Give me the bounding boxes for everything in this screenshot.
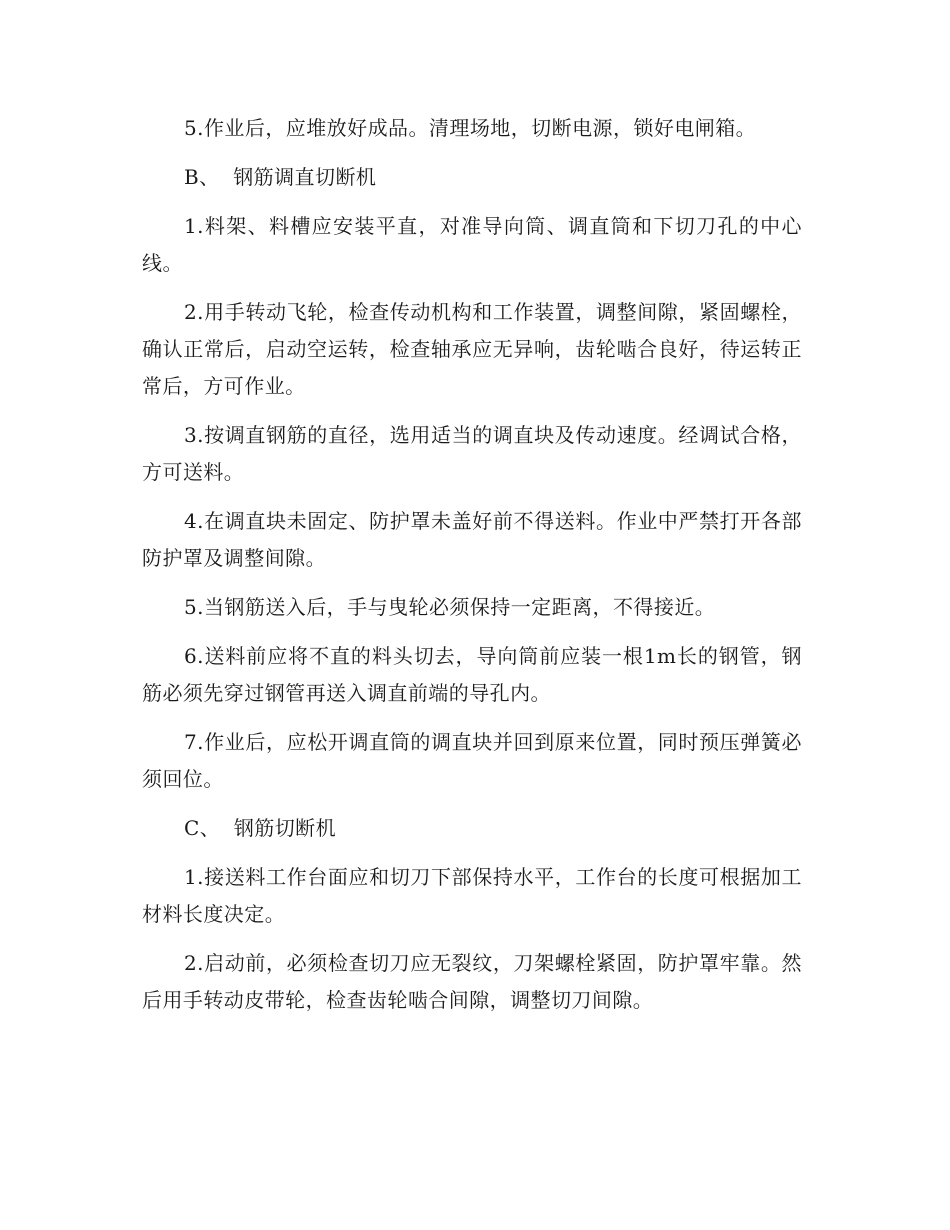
document-body bbox=[142, 110, 802, 1031]
paragraph-item-5: 5.当钢筋送入后，手与曳轮必须保持一定距离，不得接近。 bbox=[184, 595, 716, 619]
paragraph-item-7: 7.作业后，应松开调直筒的调直块并回到原来位置，同时预压弹簧必须回位。 bbox=[142, 730, 802, 791]
paragraph-item-5-after-work: 5.作业后，应堆放好成品。清理场地，切断电源，锁好电闸箱。 bbox=[184, 116, 757, 140]
paragraph-item-1-cutter: 1.接送料工作台面应和切刀下部保持水平，工作台的长度可根据加工材料长度决定。 bbox=[142, 865, 802, 926]
section-heading-c: C、 钢筋切断机 bbox=[184, 816, 337, 840]
paragraph-item-2: 2.用手转动飞轮，检查传动机构和工作装置，调整间隙，紧固螺栓，确认正常后，启动空运转，检查轴承应无异响，齿轮啮合良好，待运转正常后，方可作业。 bbox=[142, 300, 802, 398]
paragraph-item-6: 6.送料前应将不直的料头切去，导向筒前应装一根1m长的钢管，钢筋必须先穿过钢管再送入调直前端的导孔内。 bbox=[142, 644, 802, 705]
paragraph-item-2-cutter: 2.启动前，必须检查切刀应无裂纹，刀架螺栓紧固，防护罩牢靠。然后用手转动皮带轮，检查齿轮啮合间隙，调整切刀间隙。 bbox=[142, 951, 802, 1012]
section-heading-b: B、 钢筋调直切断机 bbox=[184, 165, 377, 189]
paragraph-item-1: 1.料架、料槽应安装平直，对准导向筒、调直筒和下切刀孔的中心线。 bbox=[142, 214, 802, 275]
paragraph-item-4: 4.在调直块未固定、防护罩未盖好前不得送料。作业中严禁打开各部防护罩及调整间隙。 bbox=[142, 509, 802, 570]
paragraph-item-3: 3.按调直钢筋的直径，选用适当的调直块及传动速度。经调试合格，方可送料。 bbox=[142, 423, 802, 484]
